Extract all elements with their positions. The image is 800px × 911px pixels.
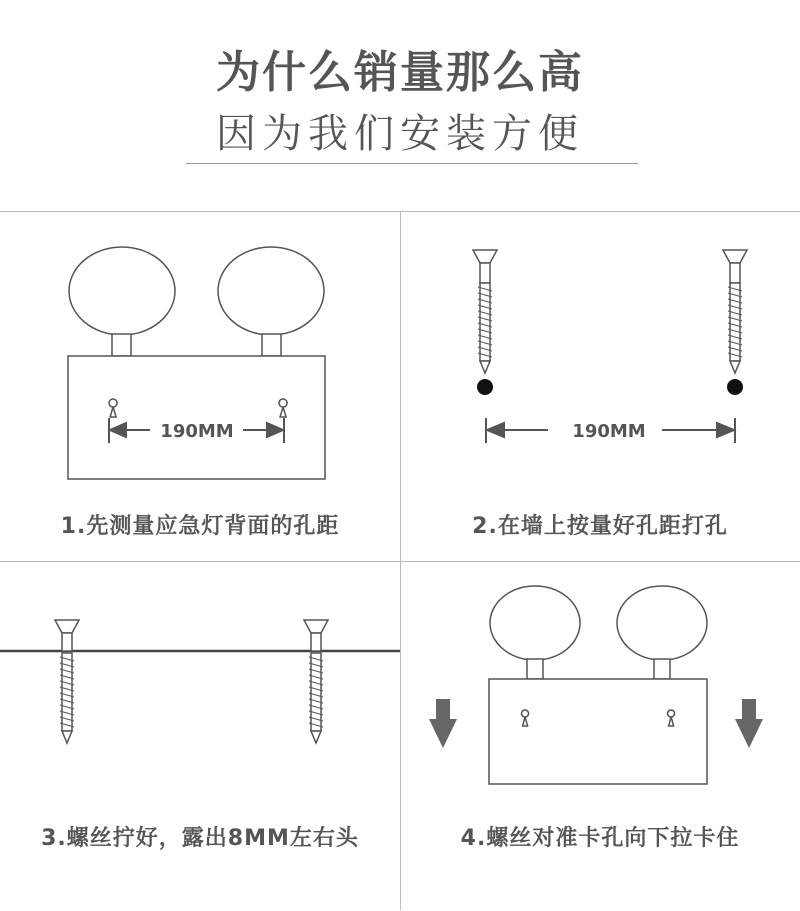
down-arrow-icon — [429, 699, 457, 748]
step-1-illustration — [0, 211, 400, 501]
lamp-head-right — [218, 247, 324, 335]
step-caption: 3.螺丝拧好，露出8MM左右头 — [41, 826, 359, 851]
step-caption: 2.在墙上按量好孔距打孔 — [472, 514, 728, 539]
step-4-illustration — [400, 561, 800, 851]
drill-hole-right — [727, 379, 743, 395]
step-4-panel — [400, 561, 800, 911]
lamp-neck-left — [112, 334, 131, 356]
lamp-neck-right — [654, 659, 670, 679]
dimension-label: 190MM — [160, 421, 234, 442]
dimension-label: 190MM — [572, 421, 646, 442]
step-1-panel — [0, 211, 400, 561]
lamp-neck-right — [262, 334, 281, 356]
lamp-head-left — [69, 247, 175, 335]
step-caption: 1.先测量应急灯背面的孔距 — [60, 514, 340, 539]
step-2-panel — [400, 211, 800, 561]
lamp-head-left — [490, 586, 580, 660]
page-subtitle: 因为我们安装方便 — [216, 111, 584, 157]
lamp-body — [489, 679, 707, 784]
title-rule — [186, 163, 638, 164]
arrow-right — [717, 423, 734, 437]
lamp-neck-left — [527, 659, 543, 679]
step-2-illustration — [400, 211, 800, 501]
step-3-panel — [0, 561, 400, 911]
step-3-illustration — [0, 561, 400, 851]
step-caption: 4.螺丝对准卡孔向下拉卡住 — [460, 826, 740, 851]
lamp-head-right — [617, 586, 707, 660]
drill-hole-left — [477, 379, 493, 395]
page-title: 为什么销量那么高 — [216, 47, 584, 98]
arrow-left — [487, 423, 504, 437]
down-arrow-icon — [735, 699, 763, 748]
